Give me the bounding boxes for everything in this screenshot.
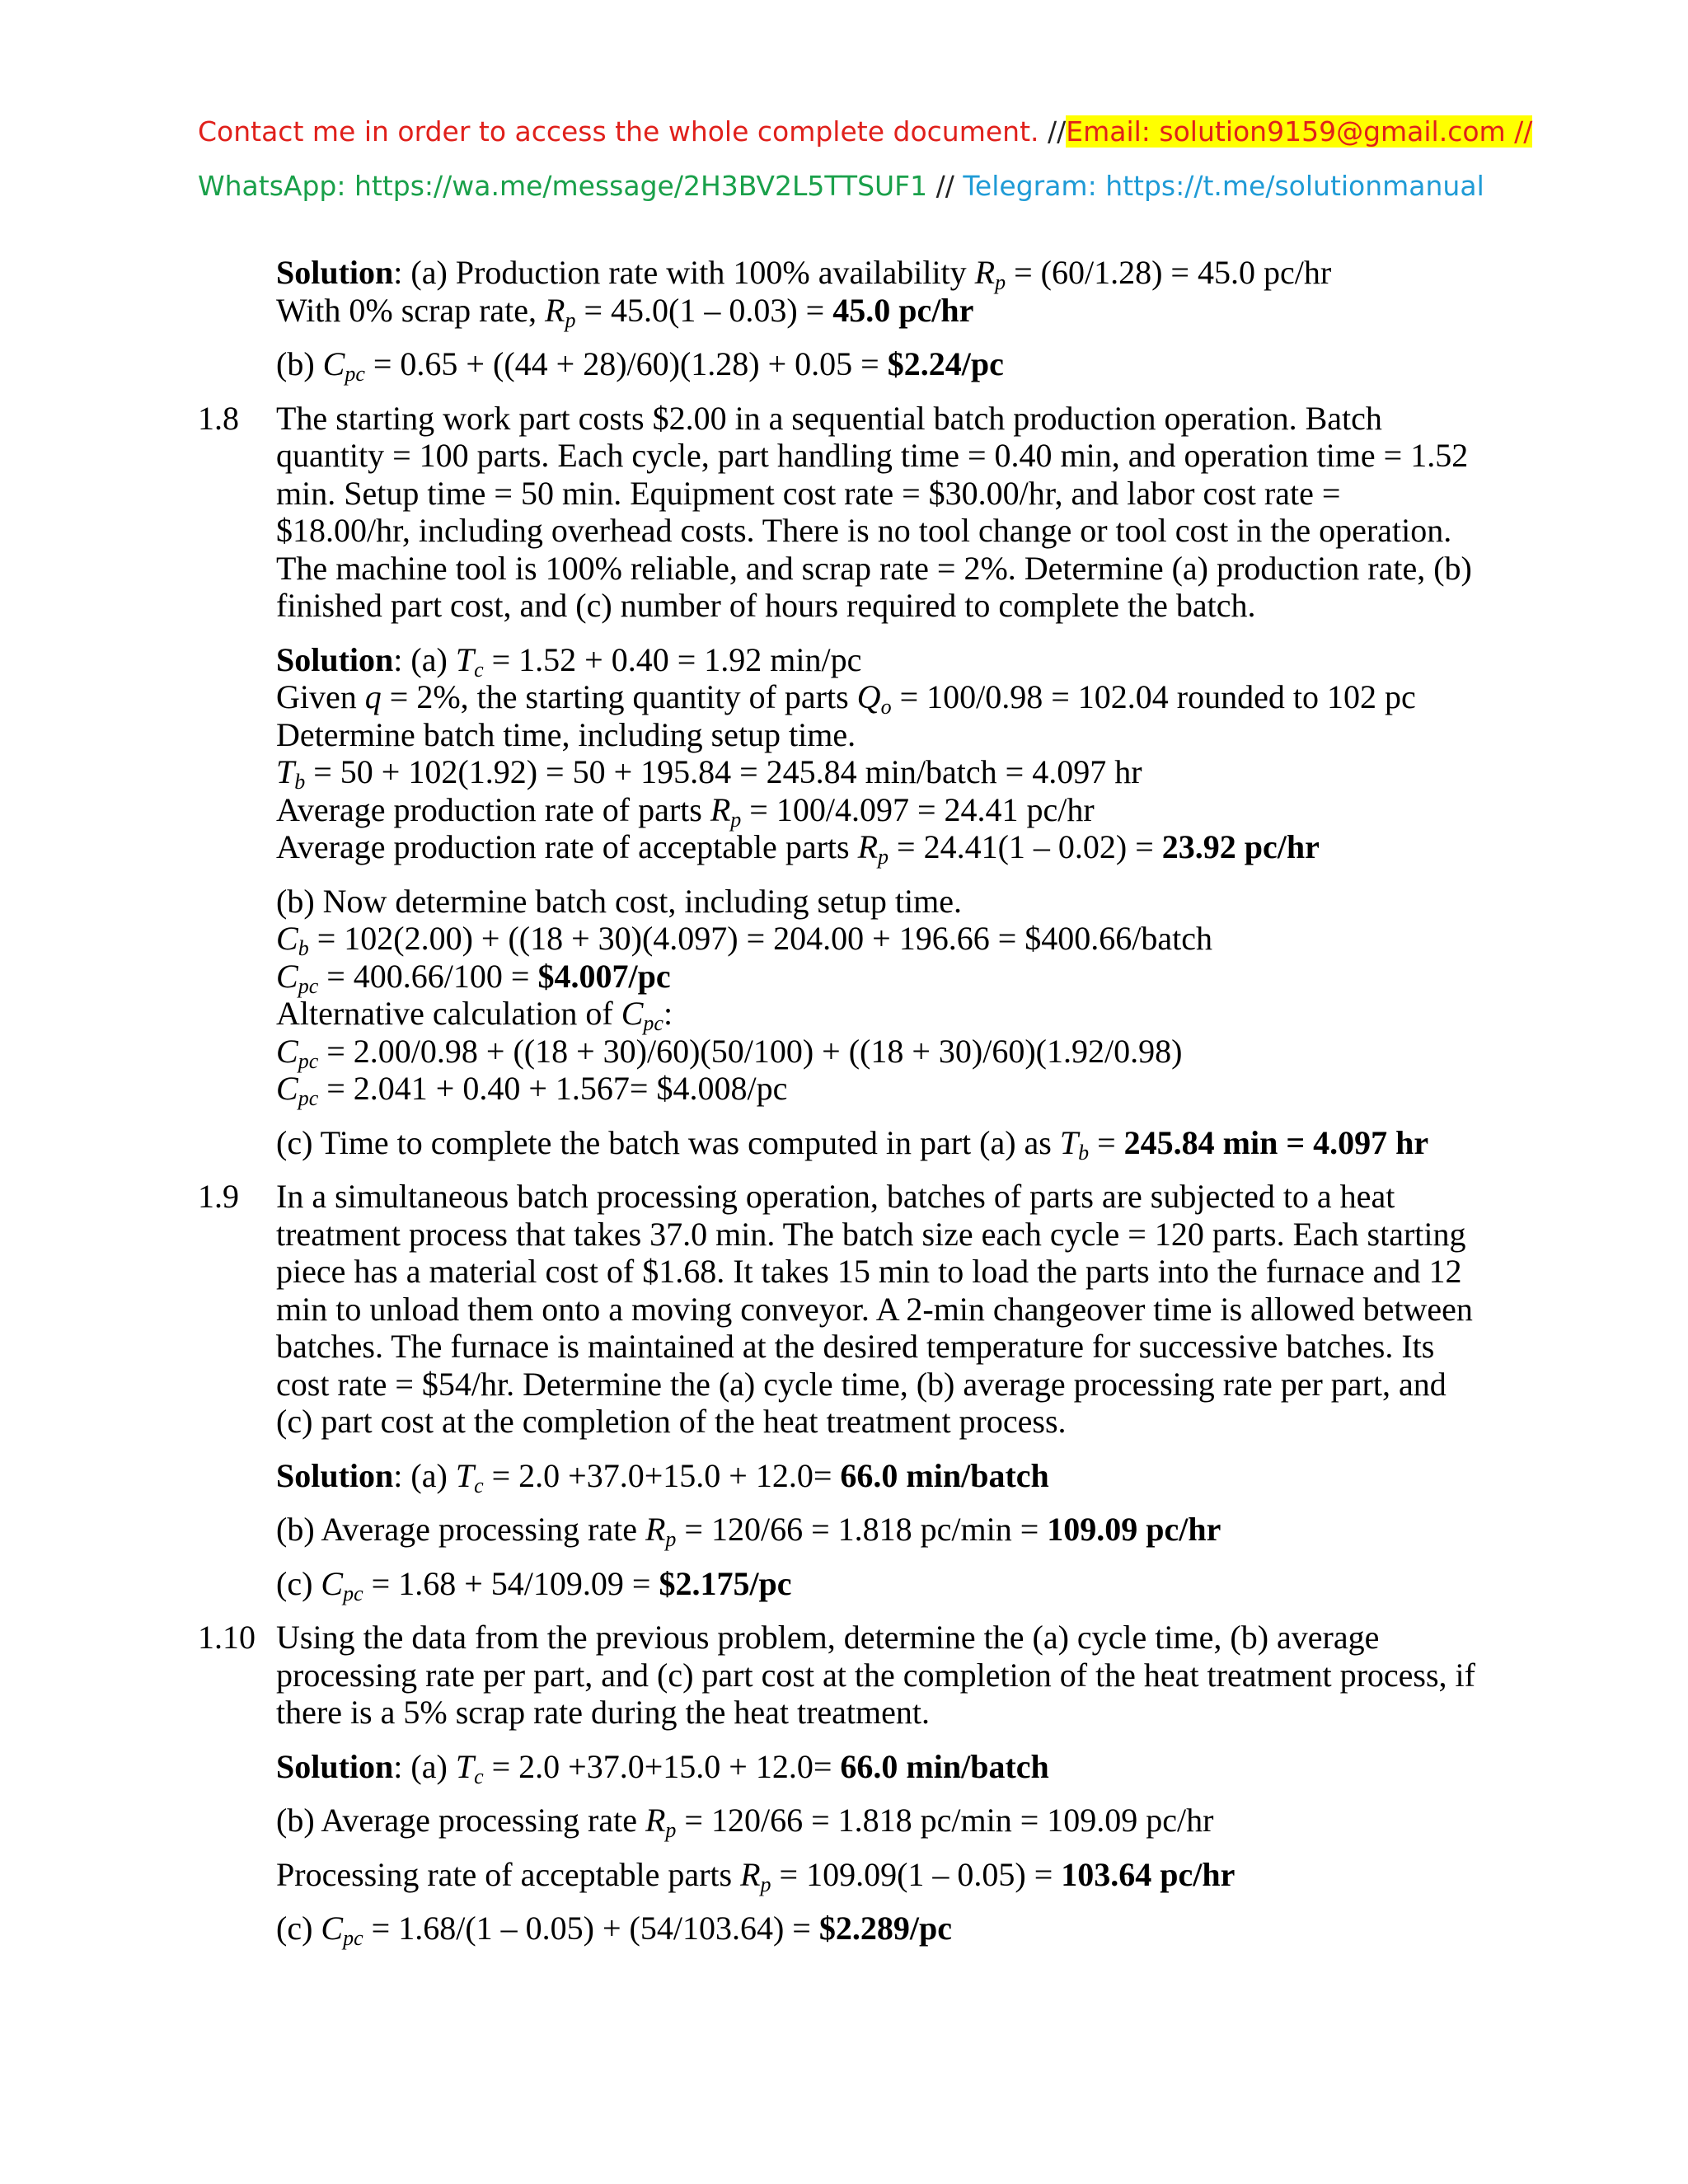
- solution-line: Solution: (a) Production rate with 100% availability $R_p = (60/1.28) = 45.0$ pc/hr: [276, 254, 1332, 294]
- solution-line: $C_b = 102(2.00) + ((18 + 30)(4.097) = 204.00 + 196.66$ = $400.66/batch: [276, 920, 1213, 960]
- contact-line-email: [198, 115, 1532, 148]
- problem-1-8: [198, 399, 1484, 625]
- solution-line: With 0% scrap rate, $R_p = 45.0(1 - 0.03) = 45.0$ pc/hr: [276, 291, 974, 332]
- separator: //: [1048, 115, 1067, 148]
- solution-line: Average production rate of parts $R_p = 100/4.097 = 24.41$ pc/hr: [276, 790, 1095, 832]
- solution-line: $C_{pc} = 2.041 + 0.40 + 1.567=$ $4.008/pc: [276, 1070, 788, 1110]
- problem-number: 1.9: [198, 1178, 239, 1215]
- solution-1-10: [276, 1747, 1484, 1950]
- problem-line: treatment process that takes 37.0 min. The batch size each cycle = 120 parts. Each starting: [276, 1215, 1466, 1253]
- telegram-link[interactable]: Telegram: https://t.me/solutionmanual: [963, 170, 1484, 202]
- solution-line: Processing rate of acceptable parts $R_p = 109.09(1 - 0.05) = 103.64$ pc/hr: [276, 1855, 1236, 1896]
- problem-line: In a simultaneous batch processing operation, batches of parts are subjected to a heat: [276, 1178, 1395, 1215]
- problem-1-9: [198, 1178, 1484, 1441]
- solution-line: $C_{pc} = 2.00/0.98 + ((18 + 30)/60)(50/100) + ((18 + 30)/60)(1.92/0.98)$: [276, 1032, 1183, 1073]
- solution-line: Solution: (a) $T_c = 1.52 + 0.40 = 1.92$ min/pc: [276, 640, 862, 682]
- solution-line: Solution: (a) $T_c = 2.0 +37.0+15.0 + 12.0= 66.0$ min/batch: [276, 1456, 1049, 1497]
- problem-line: min. Setup time = 50 min. Equipment cost rate = $30.00/hr, and labor cost rate =: [276, 474, 1341, 512]
- separator: //: [927, 170, 964, 202]
- contact-line-links: [198, 170, 1484, 202]
- problem-line: quantity = 100 parts. Each cycle, part handling time = 0.40 min, and operation time = 1.52: [276, 437, 1469, 474]
- problem-line: processing rate per part, and (c) part cost at the completion of the heat treatment process, if: [276, 1656, 1475, 1694]
- problem-line: (c) part cost at the completion of the heat treatment process.: [276, 1403, 1067, 1440]
- solution-1-7: [276, 254, 1484, 386]
- problem-line: The machine tool is 100% reliable, and scrap rate = 2%. Determine (a) production rate, (b): [276, 549, 1472, 587]
- solution-line: (c) $C_{pc} = 1.68 + 54/109.09$ = $2.175/pc: [276, 1564, 792, 1605]
- problem-line: batches. The furnace is maintained at the desired temperature for successive batches. Its: [276, 1328, 1435, 1365]
- solution-line: Average production rate of acceptable parts $R_p = 24.41(1 - 0.02) = 23.92$ pc/hr: [276, 828, 1320, 869]
- problem-number: 1.10: [198, 1619, 256, 1656]
- solution-line: (b) Average processing rate $R_p = 120/66 = 1.818$ pc/min = 109.09 pc/hr: [276, 1802, 1214, 1842]
- problem-number: 1.8: [198, 399, 239, 437]
- solution-line: Determine batch time, including setup time.: [276, 715, 856, 753]
- solution-line: (b) $C_{pc} = 0.65 + ((44 + 28)/60)(1.28) + 0.05$ = $2.24/pc: [276, 345, 1004, 386]
- whatsapp-link[interactable]: WhatsApp: https://wa.me/message/2H3BV2L5TTSUF1: [198, 170, 928, 202]
- problem-line: finished part cost, and (c) number of hours required to complete the batch.: [276, 587, 1256, 624]
- contact-message: Contact me in order to access the whole complete document.: [198, 115, 1048, 148]
- solution-line: Solution: (a) $T_c = 2.0 +37.0+15.0 + 12.0= 66.0$ min/batch: [276, 1747, 1049, 1788]
- solution-line: Given q = 2%, the starting quantity of parts $Q_o = 100/0.98 = 102.04$ rounded to 102 pc: [276, 678, 1416, 719]
- solution-line: (b) Now determine batch cost, including setup time.: [276, 882, 963, 920]
- problem-line: there is a 5% scrap rate during the heat treatment.: [276, 1694, 930, 1731]
- solution-1-8: [276, 640, 1484, 1165]
- problem-1-10: [198, 1619, 1484, 1732]
- solution-line: (c) Time to complete the batch was computed in part (a) as $T_b = 245.84$ min = 4.097 hr: [276, 1123, 1429, 1165]
- problem-line: min to unload them onto a moving conveyor. A 2-min changeover time is allowed between: [276, 1290, 1473, 1328]
- document-body: [198, 254, 1484, 1950]
- problem-line: $18.00/hr, including overhead costs. There is no tool change or tool cost in the operation.: [276, 512, 1452, 549]
- problem-line: Using the data from the previous problem, determine the (a) cycle time, (b) average: [276, 1619, 1380, 1656]
- solution-line: $T_b = 50 + 102(1.92) = 50 + 195.84 = 245.84$ min/batch = 4.097 hr: [276, 753, 1142, 794]
- solution-1-9: [276, 1457, 1484, 1603]
- solution-line: (c) $C_{pc} = 1.68/(1 - 0.05) + (54/103.64)$ = $2.289/pc: [276, 1910, 952, 1950]
- solution-line: $C_{pc} = 400.66/100$ = $4.007/pc: [276, 957, 671, 998]
- problem-line: The starting work part costs $2.00 in a sequential batch production operation. Batch: [276, 399, 1382, 437]
- solution-line: Alternative calculation of $C_{pc}$:: [276, 995, 673, 1035]
- problem-line: cost rate = $54/hr. Determine the (a) cycle time, (b) average processing rate per part, and: [276, 1365, 1447, 1403]
- email-link[interactable]: Email: solution9159@gmail.com //: [1066, 115, 1533, 148]
- problem-line: piece has a material cost of $1.68. It takes 15 min to load the parts into the furnace and 12: [276, 1253, 1462, 1290]
- solution-line: (b) Average processing rate $R_p = 120/66 = 1.818$ pc/min = 109.09 pc/hr: [276, 1511, 1221, 1551]
